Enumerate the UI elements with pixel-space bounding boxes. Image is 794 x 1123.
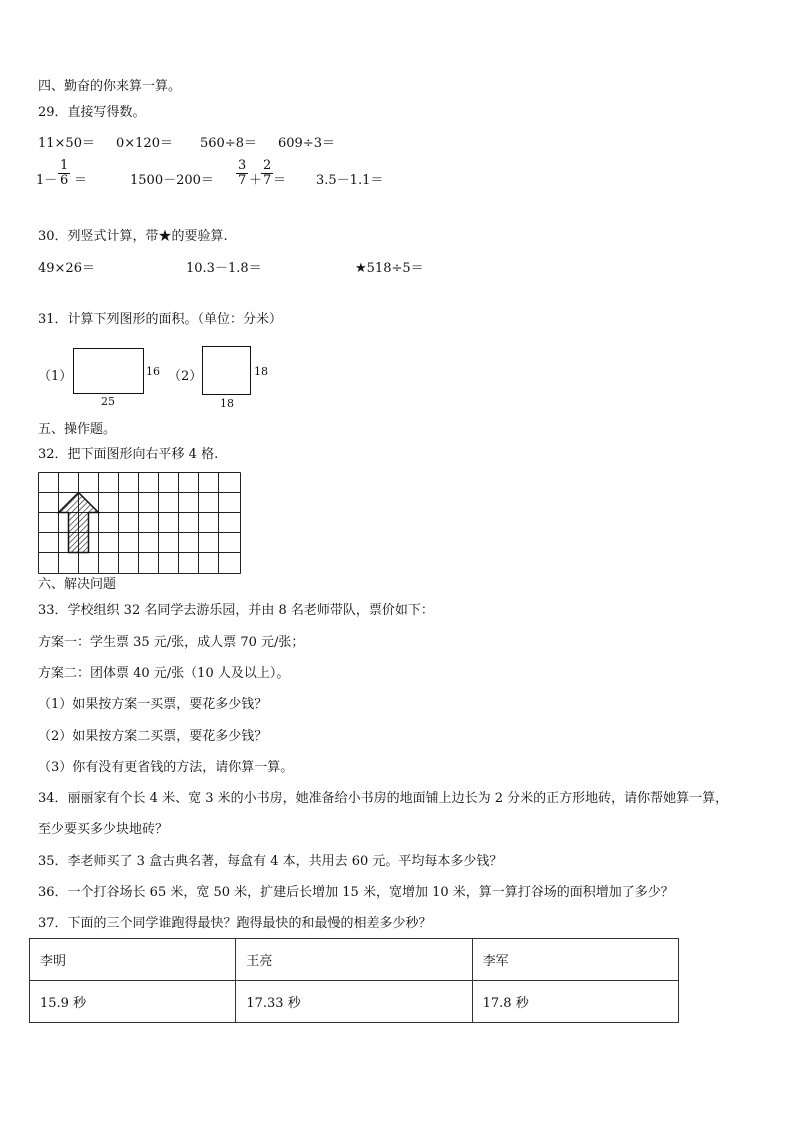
- q33-sub-1: （1）如果按方案一买票，要花多少钱？: [38, 697, 268, 712]
- race-times-table: [29, 938, 679, 1023]
- fraction-numerator: 3: [238, 158, 247, 173]
- table-cell-time: 17.8 秒: [472, 981, 678, 1023]
- q34-line-1: 34．丽丽家有个长 4 米、宽 3 米的小书房，她准备给小书房的地面铺上边长为 2 分米的正方形地砖，请你帮她算一算，: [38, 791, 729, 806]
- section-4-heading: 四、勤奋的你来算一算。: [38, 79, 182, 94]
- fraction-numerator: 2: [263, 158, 272, 173]
- square-figure: [202, 346, 251, 395]
- section-6-heading: 六、解决问题: [38, 577, 117, 592]
- table-cell-name: 李军: [472, 939, 678, 981]
- q29-r2-prefix: 1－: [36, 173, 58, 188]
- q29-r2-equals-2: ＝: [273, 173, 287, 188]
- arrow-shape: [59, 493, 99, 553]
- q30-title: 30．列竖式计算，带★的要验算.: [38, 229, 228, 244]
- q35-text: 35．李老师买了 3 盒古典名著，每盒有 4 本，共用去 60 元。平均每本多少钱？: [38, 854, 503, 869]
- q29-title: 29．直接写得数。: [38, 105, 146, 120]
- q33-plan-2: 方案二：团体票 40 元/张（10 人及以上）。: [38, 666, 290, 681]
- q30-item-2: 10.3－1.8＝: [186, 261, 262, 276]
- fraction-one-sixth: [58, 159, 70, 188]
- section-5-heading: 五、操作题。: [38, 422, 117, 437]
- q33-sub-3: （3）你有没有更省钱的方法，请你算一算。: [38, 760, 294, 775]
- q29-item-8: 3.5－1.1＝: [316, 173, 384, 188]
- fraction-two-sevenths: [261, 159, 273, 188]
- rectangle-width-label: 25: [101, 395, 115, 408]
- q29-r2-equals-1: ＝: [74, 173, 88, 188]
- q34-line-2: 至少要买多少块地砖？: [38, 822, 169, 837]
- q33-plan-1: 方案一：学生票 35 元/张，成人票 70 元/张；: [38, 635, 305, 650]
- q29-item-3: 560÷8＝: [200, 136, 257, 151]
- q33-title: 33．学校组织 32 名同学去游乐园，并由 8 名老师带队，票价如下：: [38, 603, 434, 618]
- table-cell-time: 17.33 秒: [236, 981, 472, 1023]
- q31-title: 31．计算下列图形的面积。（单位：分米）: [38, 312, 283, 327]
- rectangle-figure: [73, 348, 144, 394]
- rectangle-height-label: 16: [146, 365, 160, 378]
- table-row: [30, 939, 679, 981]
- square-width-label: 18: [220, 397, 234, 410]
- q37-title: 37．下面的三个同学谁跑得最快？跑得最快的和最慢的相差多少秒？: [38, 916, 432, 931]
- q31-fig1-label: （1）: [38, 369, 73, 384]
- q31-fig2-label: （2）: [168, 369, 203, 384]
- table-cell-name: 李明: [30, 939, 236, 981]
- fraction-denominator: 7: [238, 173, 247, 188]
- q29-item-2: 0×120＝: [116, 136, 173, 151]
- q29-item-4: 609÷3＝: [278, 136, 335, 151]
- table-cell-time: 15.9 秒: [30, 981, 236, 1023]
- fraction-denominator: 7: [263, 173, 272, 188]
- q30-item-1: 49×26＝: [38, 261, 95, 276]
- q32-title: 32．把下面图形向右平移 4 格.: [38, 447, 219, 462]
- fraction-numerator: 1: [60, 158, 69, 173]
- q30-item-3: ★518÷5＝: [355, 261, 424, 276]
- fraction-three-sevenths: [236, 159, 248, 188]
- q29-plus: ＋: [249, 173, 263, 188]
- translation-grid: [38, 472, 243, 575]
- q36-text: 36．一个打谷场长 65 米，宽 50 米，扩建后长增加 15 米，宽增加 10 米，算一算打谷场的面积增加了多少？: [38, 885, 674, 900]
- q33-sub-2: （2）如果按方案二买票，要花多少钱？: [38, 729, 268, 744]
- q29-item-6: 1500－200＝: [130, 173, 214, 188]
- table-cell-name: 王亮: [236, 939, 472, 981]
- fraction-denominator: 6: [60, 173, 69, 188]
- table-row: [30, 981, 679, 1023]
- q29-item-1: 11×50＝: [38, 136, 95, 151]
- square-height-label: 18: [254, 365, 268, 378]
